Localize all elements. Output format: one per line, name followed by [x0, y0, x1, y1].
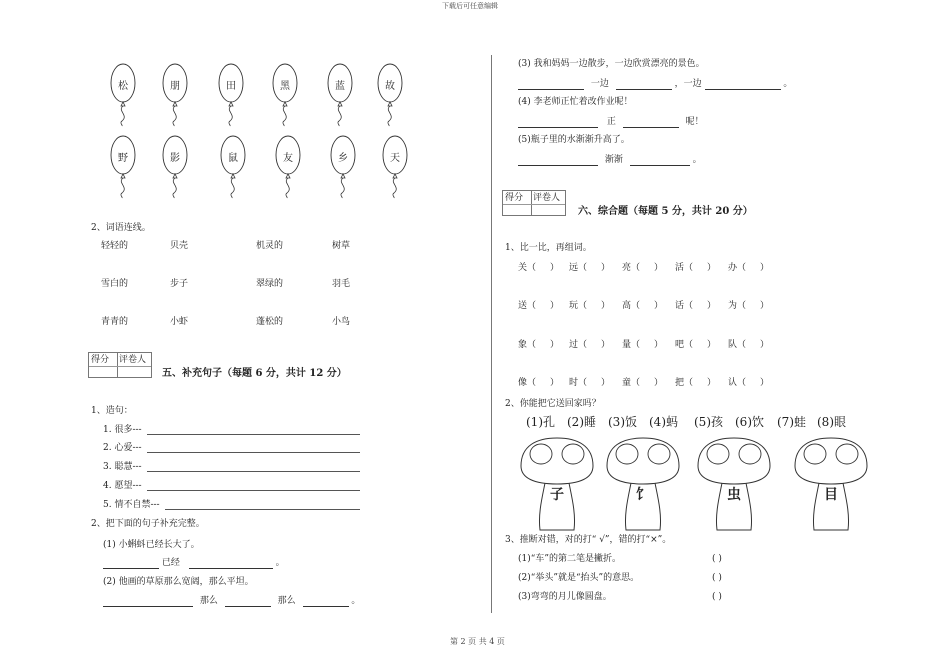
top-note: 下载后可任意编辑: [442, 2, 498, 10]
compare-item: 关（ ）: [518, 263, 560, 273]
character-option: (1)孔: [526, 415, 555, 429]
true-false-paren: ( ): [712, 573, 722, 583]
compare-item: 远（ ）: [569, 263, 611, 273]
mushroom-radical: 目: [824, 487, 838, 503]
compare-item: 像（ ）: [518, 378, 560, 388]
sentence-3-fill: 一边 ，一边 。: [518, 78, 792, 90]
score-box-section6: [502, 190, 566, 216]
compare-title: 1、比一比，再组词。: [505, 243, 592, 253]
matching-word: 小鸟: [332, 317, 351, 327]
reviewer-label: 评卷人: [533, 193, 561, 203]
true-false-item: (1)“车”的第二笔是撇折。: [518, 554, 621, 564]
compare-item: 童（ ）: [622, 378, 664, 388]
send-home-title: 2、你能把它送回家吗？: [505, 399, 601, 409]
compare-item: 送（ ）: [518, 301, 560, 311]
mushroom: [792, 436, 870, 536]
score-label: 得分: [505, 193, 524, 203]
row1-balloon: [110, 63, 136, 127]
true-false-paren: ( ): [712, 592, 722, 602]
sentence-4-fill: 正 呢！: [518, 116, 704, 128]
row1-balloon: [377, 63, 403, 127]
matching-word: 步子: [170, 279, 189, 289]
compare-item: 认（ ）: [728, 378, 770, 388]
row2-balloon: [382, 135, 408, 199]
compare-item: 玩（ ）: [569, 301, 611, 311]
matching-word: 青青的: [101, 317, 129, 327]
sentence-5: (5)瓶子里的水渐渐升高了。: [518, 135, 630, 145]
sentence-1: (1) 小蝌蚪已经长大了。: [103, 540, 200, 550]
matching-word: 树草: [332, 241, 351, 251]
balloon-character: 友: [283, 153, 293, 164]
sentence-item: 4. 愿望---: [103, 481, 142, 491]
compare-item: 过（ ）: [569, 340, 611, 350]
answer-line: [147, 490, 360, 491]
character-option: (6)饮: [735, 415, 764, 429]
character-option: (2)睡: [567, 415, 596, 429]
balloon-character: 松: [118, 81, 128, 92]
mushroom-radical: 饣: [636, 487, 650, 503]
compare-item: 高（ ）: [622, 301, 664, 311]
compare-item: 量（ ）: [622, 340, 664, 350]
balloon-character: 朋: [170, 81, 180, 92]
row1-balloon: [327, 63, 353, 127]
mushroom-radical: 虫: [727, 487, 741, 503]
balloon-character: 影: [170, 153, 180, 164]
sentence-5-fill: 渐渐 。: [518, 154, 702, 166]
sentence-1-fill: 已经 。: [103, 557, 285, 569]
compare-item: 活（ ）: [675, 263, 717, 273]
character-option: (4)蚂: [649, 415, 678, 429]
true-false-item: (3)弯弯的月儿像圆盘。: [518, 592, 612, 602]
compare-item: 把（ ）: [675, 378, 717, 388]
row1-balloon: [272, 63, 298, 127]
character-option: (5)孩: [694, 415, 723, 429]
true-false-item: (2)“举头”就是“抬头”的意思。: [518, 573, 640, 583]
sentence-item: 5. 情不自禁---: [103, 500, 160, 510]
matching-word: 小虾: [170, 317, 189, 327]
balloon-character: 天: [390, 153, 400, 164]
matching-question-title: 2、词语连线。: [91, 223, 151, 233]
mushroom: [695, 436, 773, 536]
character-option: (7)蛙: [777, 415, 806, 429]
character-option: (3)饭: [608, 415, 637, 429]
matching-word: 羽毛: [332, 279, 351, 289]
compare-item: 亮（ ）: [622, 263, 664, 273]
row2-balloon: [220, 135, 246, 199]
balloon-character: 鼠: [228, 153, 238, 164]
balloon-character: 野: [118, 153, 128, 164]
character-option: (8)眼: [817, 415, 846, 429]
row2-balloon: [110, 135, 136, 199]
complete-sentence-title: 2、把下面的句子补充完整。: [91, 519, 205, 529]
mushroom: [604, 436, 682, 536]
row1-balloon: [162, 63, 188, 127]
score-box-section5: [88, 352, 152, 378]
compare-item: 象（ ）: [518, 340, 560, 350]
answer-line: [147, 434, 360, 435]
column-divider: [491, 55, 492, 613]
matching-word: 贝壳: [170, 241, 189, 251]
sentence-2-fill: 那么 那么 。: [103, 595, 360, 607]
balloon-character: 乡: [338, 153, 348, 164]
section6-title: 六、综合题（每题 5 分，共计 20 分）: [578, 206, 753, 217]
score-label: 得分: [91, 355, 110, 365]
true-false-title: 3、推断对错，对的打“ √”，错的打“×”。: [505, 535, 672, 545]
compare-item: 话（ ）: [675, 301, 717, 311]
balloon-character: 蓝: [335, 81, 345, 92]
compare-item: 吧（ ）: [675, 340, 717, 350]
answer-line: [165, 509, 360, 510]
matching-word: 雪白的: [101, 279, 129, 289]
answer-line: [147, 471, 360, 472]
mushroom-radical: 子: [550, 487, 564, 503]
balloon-character: 田: [226, 81, 236, 92]
sentence-3: (3) 我和妈妈一边散步，一边欣赏漂亮的景色。: [518, 59, 705, 69]
sentence-2: (2) 他画的草原那么宽阔，那么平坦。: [103, 577, 254, 587]
row2-balloon: [330, 135, 356, 199]
sentence-item: 3. 聪慧---: [103, 462, 142, 472]
section5-title: 五、补充句子（每题 6 分，共计 12 分）: [162, 368, 347, 379]
make-sentence-title: 1、造句：: [91, 406, 133, 416]
row2-balloon: [162, 135, 188, 199]
matching-word: 翠绿的: [256, 279, 284, 289]
compare-item: 办（ ）: [728, 263, 770, 273]
matching-word: 机灵的: [256, 241, 284, 251]
reviewer-label: 评卷人: [119, 355, 147, 365]
mushroom: [518, 436, 596, 536]
page-footer: 第 2 页 共 4 页: [450, 637, 505, 646]
matching-word: 蓬松的: [256, 317, 284, 327]
balloon-character: 黑: [280, 81, 290, 92]
matching-word: 轻轻的: [101, 241, 129, 251]
answer-line: [147, 452, 360, 453]
row2-balloon: [275, 135, 301, 199]
balloon-character: 故: [385, 81, 395, 92]
compare-item: 为（ ）: [728, 301, 770, 311]
compare-item: 时（ ）: [569, 378, 611, 388]
compare-item: 队（ ）: [728, 340, 770, 350]
sentence-item: 2. 心爱---: [103, 443, 142, 453]
row1-balloon: [218, 63, 244, 127]
sentence-4: (4) 李老师正忙着改作业呢！: [518, 97, 633, 107]
sentence-item: 1. 很多---: [103, 425, 142, 435]
true-false-paren: ( ): [712, 554, 722, 564]
